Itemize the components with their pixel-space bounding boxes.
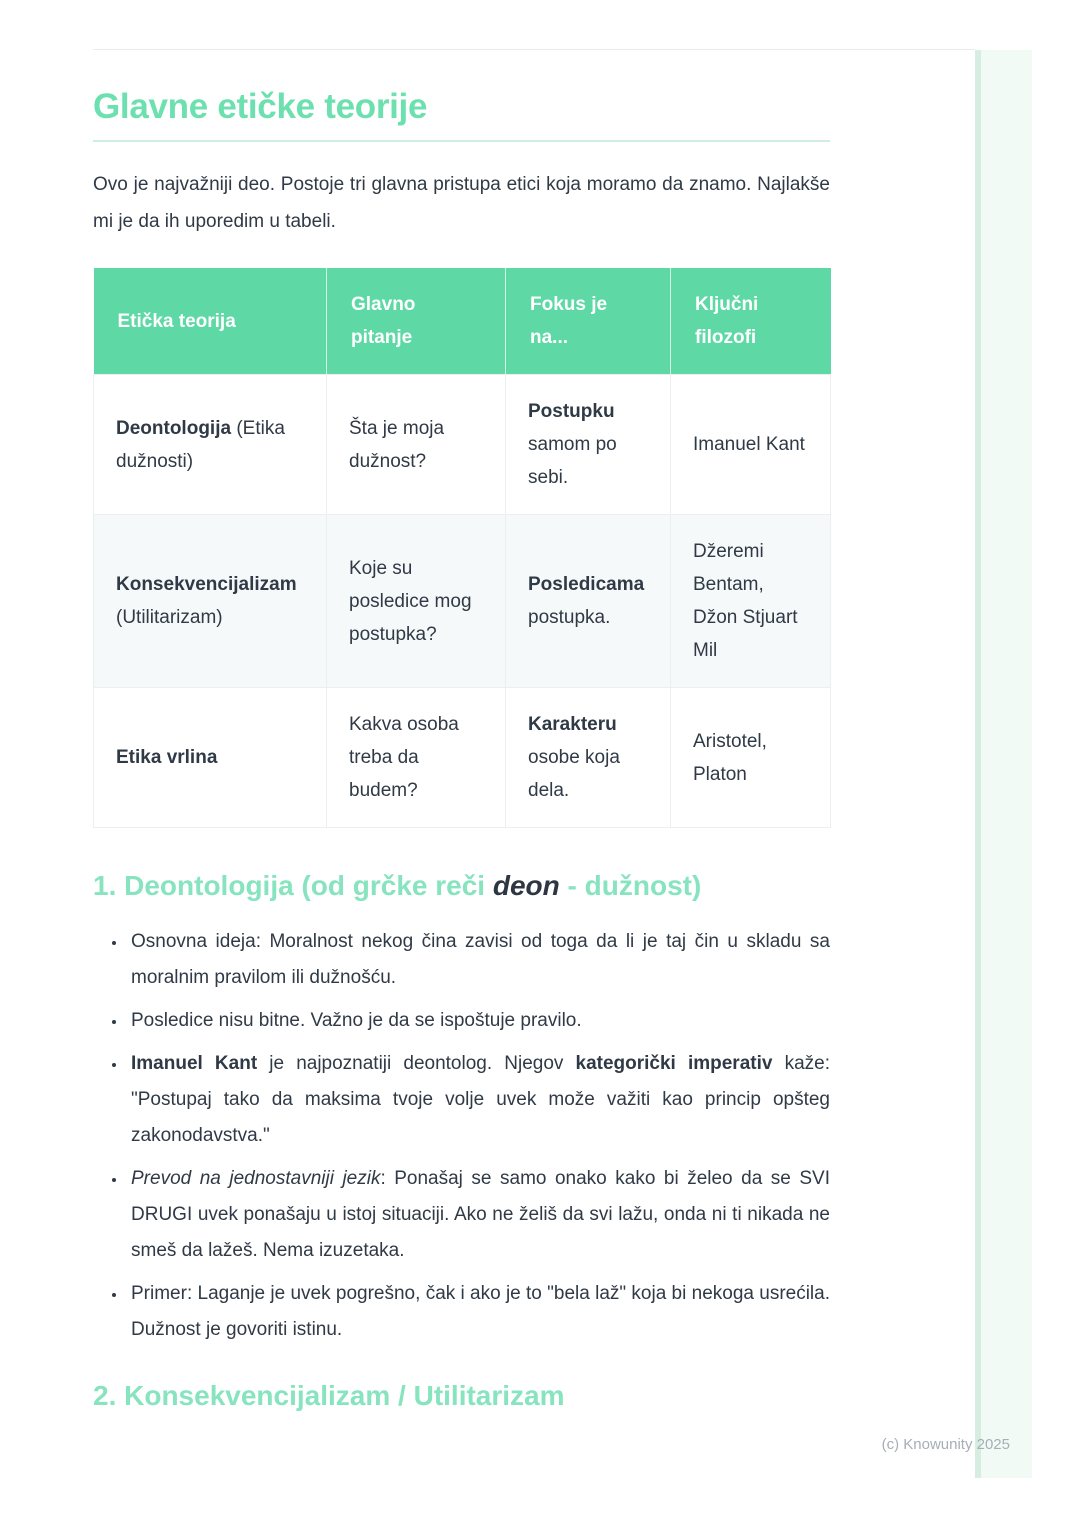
side-accent-strip bbox=[975, 50, 1032, 1478]
text-segment: samom po sebi. bbox=[528, 434, 617, 488]
list-item bbox=[127, 924, 830, 996]
text-segment: je najpoznatiji deontolog. Njegov bbox=[257, 1053, 576, 1074]
title-divider bbox=[93, 140, 830, 142]
text-segment: kaže: "Postupaj tako da maksima tvoje volje uvek može važiti kao princip opšteg zakonodavstva." bbox=[131, 1053, 830, 1146]
text-segment: Etika vrlina bbox=[116, 747, 218, 768]
text-segment: Konsekvencijalizam bbox=[116, 574, 297, 595]
text-segment: 1. Deontologija (od grčke reči bbox=[93, 870, 493, 901]
deontology-list bbox=[93, 924, 830, 1348]
text-segment: Džeremi Bentam, Džon Stjuart Mil bbox=[693, 541, 798, 661]
section-heading-deontology bbox=[93, 868, 830, 904]
table-cell bbox=[327, 688, 506, 828]
text-segment: (Etika dužnosti) bbox=[116, 417, 285, 472]
table-row bbox=[94, 688, 831, 828]
text-segment: : Ponašaj se samo onako kako bi želeo da se SVI DRUGI uvek ponašaju u istoj situaciji. Ako ne želiš da svi lažu, onda ni ti nikada ne smeš da lažeš. Nema izuzetaka. bbox=[131, 1168, 830, 1261]
table-body bbox=[94, 375, 831, 828]
table-cell bbox=[506, 515, 671, 688]
table-cell bbox=[94, 688, 327, 828]
table-cell bbox=[94, 515, 327, 688]
footer-copyright: (c) Knowunity 2025 bbox=[881, 1436, 1010, 1453]
table-cell bbox=[671, 375, 831, 515]
table-cell bbox=[506, 375, 671, 515]
table-cell bbox=[94, 375, 327, 515]
table-header-cell: Glavno pitanje bbox=[327, 268, 506, 375]
text-segment: Aristotel, Platon bbox=[693, 730, 767, 785]
list-item bbox=[127, 1046, 830, 1154]
text-segment: - dužnost) bbox=[559, 870, 702, 901]
table-header-row bbox=[94, 268, 831, 375]
text-segment: Osnovna ideja: Moralnost nekog čina zavisi od toga da li je taj čin u skladu sa moralnim pravilom ili dužnošću. bbox=[131, 931, 830, 988]
text-segment: 2. Konsekvencijalizam / Utilitarizam bbox=[93, 1380, 565, 1411]
text-segment: Posledice nisu bitne. Važno je da se ispoštuje pravilo. bbox=[131, 1010, 582, 1031]
text-segment: osobe koja dela. bbox=[528, 747, 620, 801]
table-header-cell: Fokus je na... bbox=[506, 268, 671, 375]
text-segment: (Utilitarizam) bbox=[116, 607, 223, 628]
table-cell bbox=[671, 515, 831, 688]
text-segment: deon bbox=[492, 870, 560, 901]
table-row bbox=[94, 375, 831, 515]
table-cell bbox=[327, 515, 506, 688]
table-cell bbox=[506, 688, 671, 828]
table-header-cell: Etička teorija bbox=[94, 268, 327, 375]
text-segment: Šta je moja dužnost? bbox=[349, 417, 445, 472]
text-segment: Koje su posledice mog postupka? bbox=[349, 557, 472, 645]
intro-paragraph: Ovo je najvažniji deo. Postoje tri glavna pristupa etici koja moramo da znamo. Najlakše mi je da ih uporedim u tabeli. bbox=[93, 174, 830, 232]
content-column bbox=[93, 0, 830, 1414]
table-cell bbox=[327, 375, 506, 515]
text-segment: Postupku bbox=[528, 401, 615, 422]
ethics-comparison-table bbox=[93, 268, 831, 828]
list-item bbox=[127, 1161, 830, 1269]
section-heading-utilitarianism bbox=[93, 1378, 830, 1414]
list-item bbox=[127, 1003, 830, 1039]
text-segment: Karakteru bbox=[528, 714, 617, 735]
top-divider bbox=[93, 49, 975, 50]
table-row bbox=[94, 515, 831, 688]
table-header-cell: Ključni filozofi bbox=[671, 268, 831, 375]
table-cell bbox=[671, 688, 831, 828]
text-segment: Imanuel Kant bbox=[693, 434, 805, 455]
list-item bbox=[127, 1276, 830, 1348]
text-segment: Posledicama bbox=[528, 574, 645, 595]
text-segment: Prevod na jednostavniji jezik bbox=[131, 1168, 381, 1189]
page-title: Glavne etičke teorije bbox=[93, 87, 428, 126]
text-segment: kategorički imperativ bbox=[575, 1053, 773, 1074]
text-segment: Primer: Laganje je uvek pogrešno, čak i ako je to "bela laž" koja bi nekoga usrećila. Dužnost je govoriti istinu. bbox=[131, 1283, 830, 1340]
text-segment: postupka. bbox=[528, 607, 611, 628]
text-segment: Kakva osoba treba da budem? bbox=[349, 714, 459, 801]
text-segment: Imanuel Kant bbox=[131, 1053, 258, 1074]
text-segment: Deontologija bbox=[116, 417, 232, 439]
